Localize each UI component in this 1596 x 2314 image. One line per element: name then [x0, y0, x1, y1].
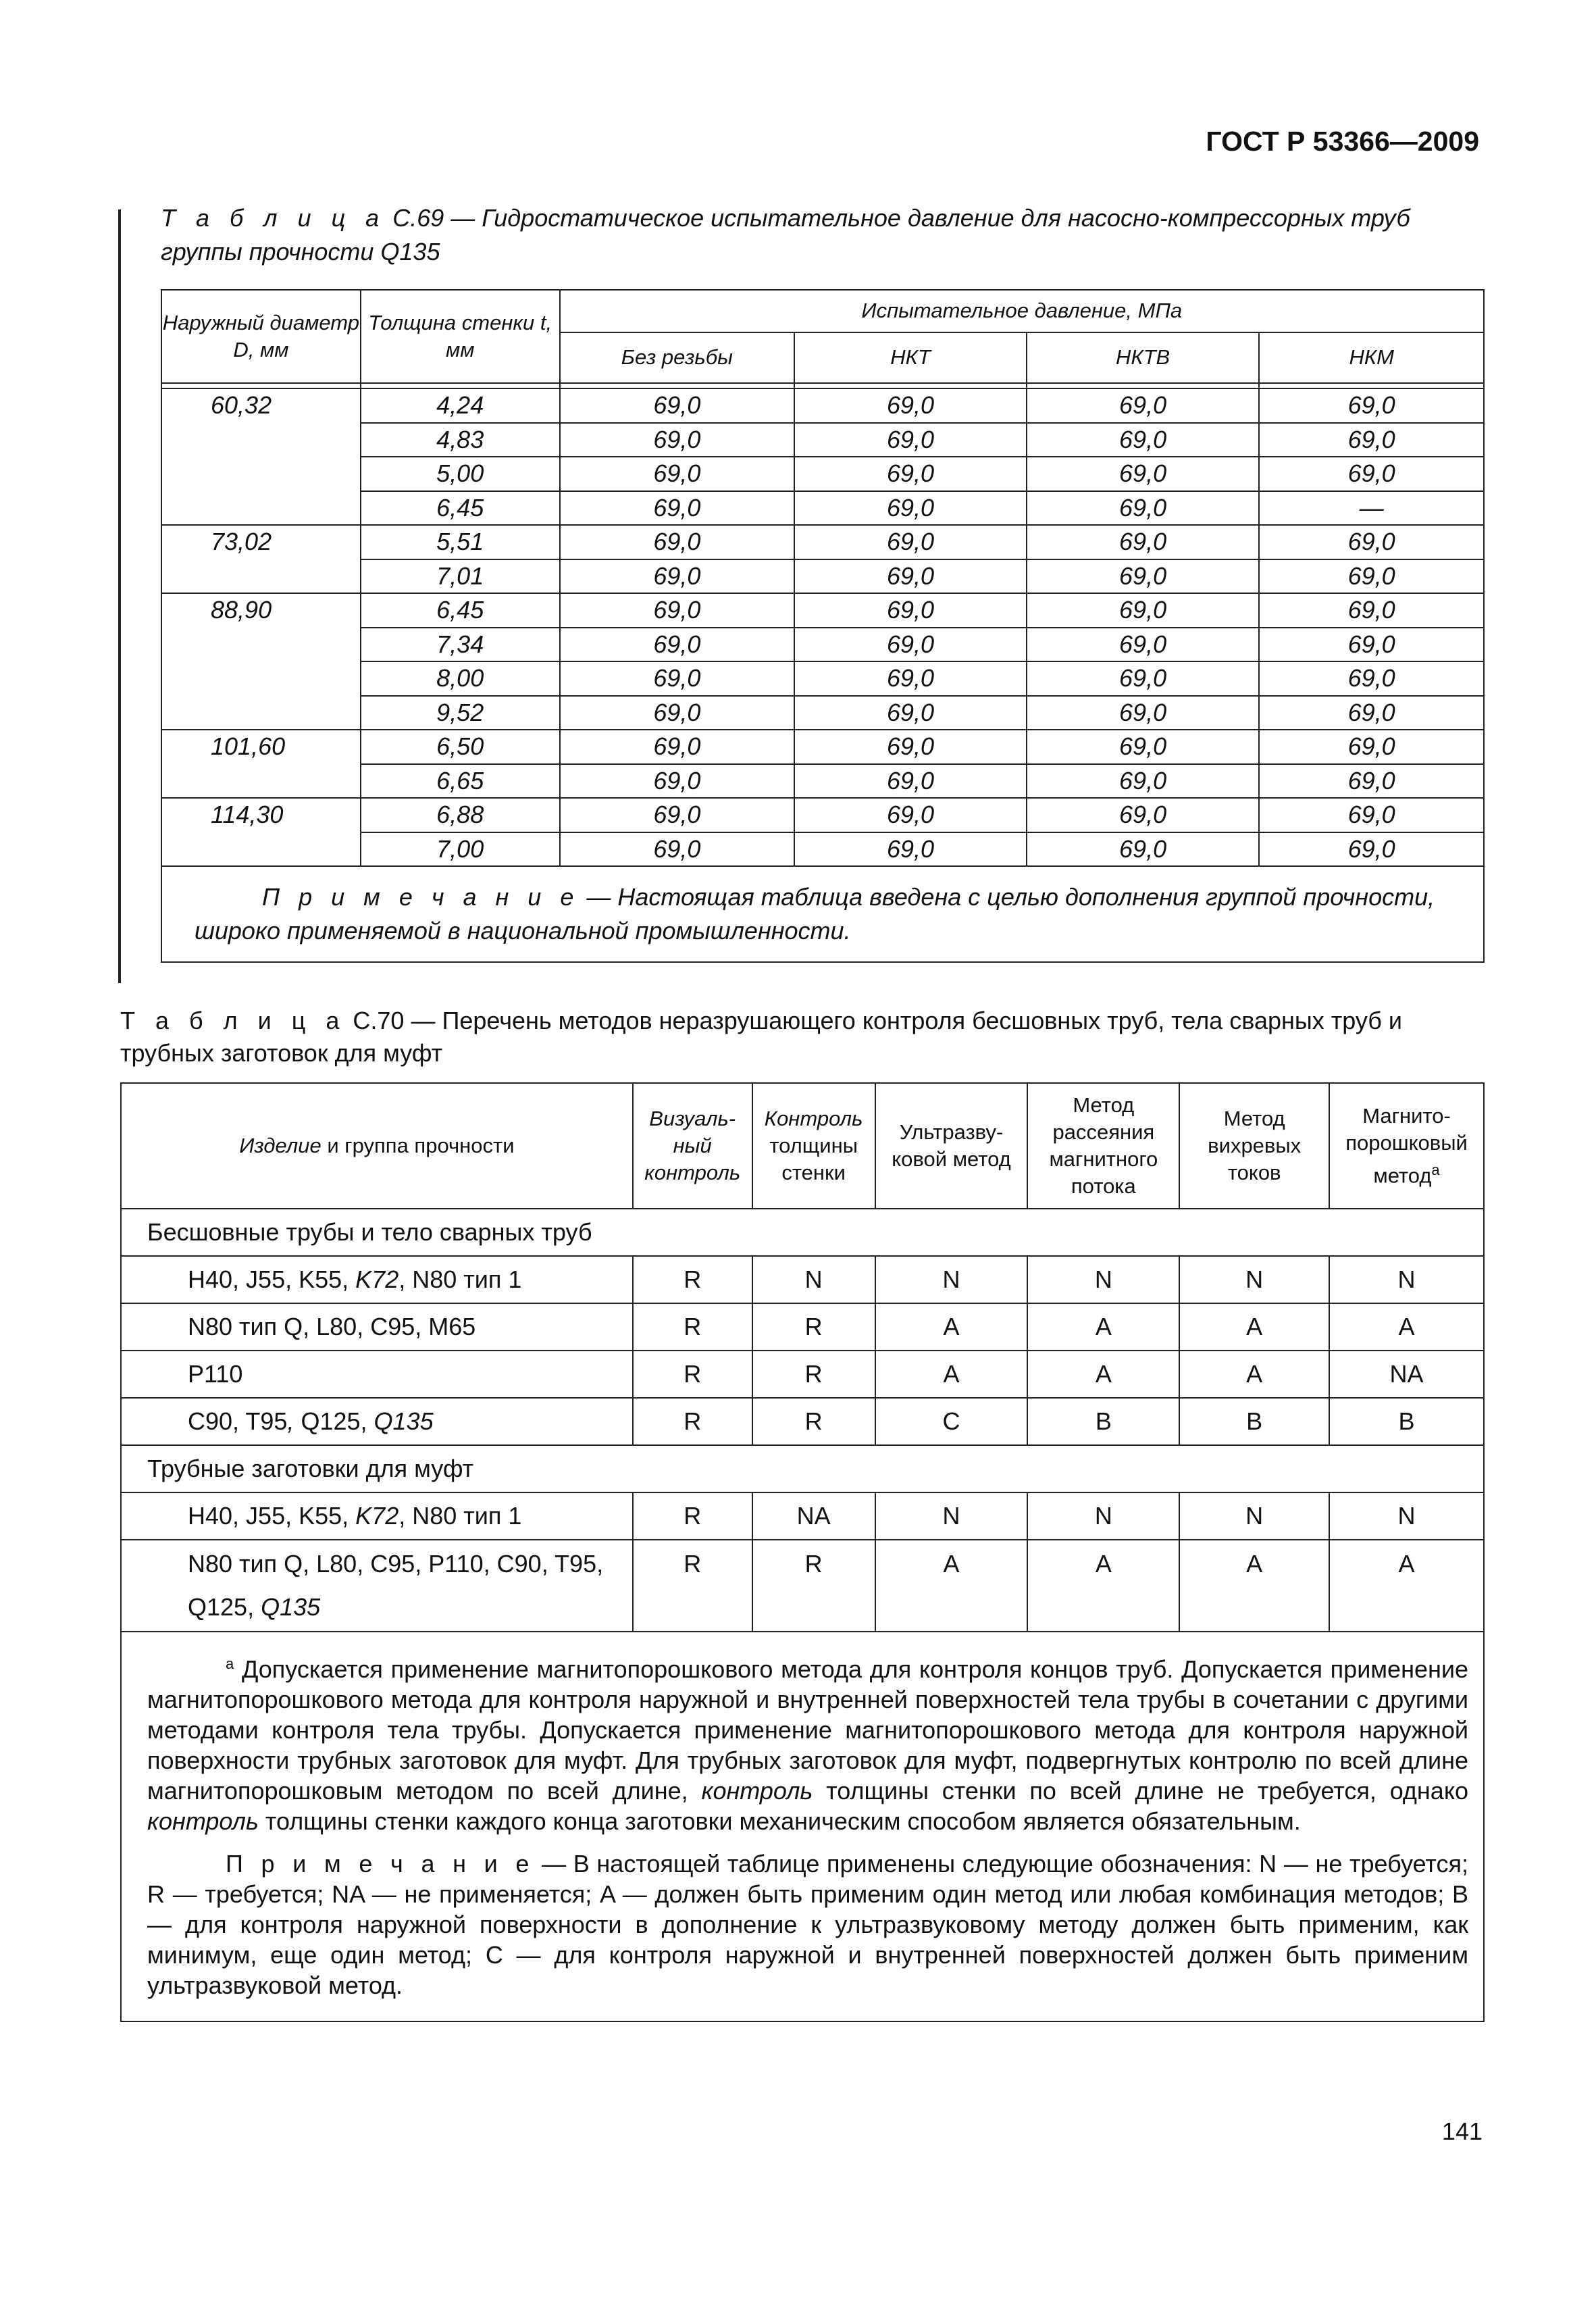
pressure-cell: 69,0 [1259, 764, 1484, 799]
pressure-cell: 69,0 [560, 525, 795, 559]
thickness-cell: 6,45 [361, 593, 560, 628]
header-pressure: Испытательное давление, МПа [560, 290, 1484, 332]
item-cell: P110 [121, 1351, 633, 1398]
table-row [161, 525, 1484, 559]
table-69 [161, 289, 1485, 963]
group-seamless: Бесшовные трубы и тело сварных труб [121, 1209, 1484, 1256]
method-cell: R [752, 1540, 875, 1632]
note-text: — Настоящая таблица введена с целью дополнения группой прочности, широко применяемой в национальной промышленности. [195, 883, 1435, 945]
pressure-cell: 69,0 [1259, 559, 1484, 594]
pressure-cell: 69,0 [794, 525, 1027, 559]
pressure-cell: 69,0 [794, 491, 1027, 526]
method-cell: R [752, 1398, 875, 1445]
pressure-cell: 69,0 [794, 696, 1027, 730]
pressure-cell: 69,0 [1259, 388, 1484, 423]
header-visual: Визуаль-ный контроль [633, 1083, 752, 1209]
pressure-cell: 69,0 [560, 423, 795, 457]
pressure-cell: 69,0 [794, 457, 1027, 491]
pressure-cell: 69,0 [1027, 730, 1260, 764]
pressure-cell: 69,0 [1027, 457, 1260, 491]
table-70-body [121, 1209, 1484, 1632]
table-row [121, 1445, 1484, 1492]
pressure-cell: 69,0 [794, 730, 1027, 764]
pressure-cell: 69,0 [794, 593, 1027, 628]
table-70-caption [120, 1005, 1485, 1070]
item-cell: H40, J55, K55, K72, N80 тип 1 [121, 1256, 633, 1303]
pressure-cell: 69,0 [1027, 832, 1260, 867]
pressure-cell: 69,0 [1259, 730, 1484, 764]
header-magpowder: Магнито-порошковый метод$^a$ [1329, 1083, 1484, 1209]
pressure-cell: 69,0 [1027, 491, 1260, 526]
pressure-cell: 69,0 [560, 559, 795, 594]
method-cell: N [1179, 1492, 1329, 1540]
pressure-cell: 69,0 [1027, 628, 1260, 662]
method-cell: R [633, 1256, 752, 1303]
document-code: ГОСТ Р 53366—2009 [1206, 126, 1479, 157]
pressure-cell: 69,0 [560, 730, 795, 764]
pressure-cell: 69,0 [1259, 661, 1484, 696]
thickness-cell: 5,51 [361, 525, 560, 559]
header-eddy: Метод вихревых токов [1179, 1083, 1329, 1209]
thickness-cell: 8,00 [361, 661, 560, 696]
method-cell: B [1179, 1398, 1329, 1445]
header-nktv: НКТВ [1027, 332, 1260, 383]
method-cell: A [875, 1303, 1028, 1351]
table-row [121, 1398, 1484, 1445]
table-row [121, 1540, 1484, 1632]
method-cell: A [1179, 1303, 1329, 1351]
pressure-cell: 69,0 [560, 388, 795, 423]
table-row [121, 1351, 1484, 1398]
table-69-caption [161, 201, 1485, 269]
pressure-cell: 69,0 [794, 661, 1027, 696]
diameter-cell: 101,60 [161, 730, 361, 798]
method-cell: NA [752, 1492, 875, 1540]
pressure-cell: 69,0 [560, 661, 795, 696]
header-nkm: НКМ [1259, 332, 1484, 383]
thickness-cell: 6,65 [361, 764, 560, 799]
method-cell: N [1179, 1256, 1329, 1303]
pressure-cell: 69,0 [560, 798, 795, 832]
method-cell: R [633, 1398, 752, 1445]
header-diameter: Наружный диаметр D, мм [161, 290, 361, 383]
table-row [121, 1303, 1484, 1351]
pressure-cell: 69,0 [794, 559, 1027, 594]
method-cell: NA [1329, 1351, 1484, 1398]
table-70-note: П р и м е ч а н и е — В настоящей таблице применены следующие обозначения: N — не требуется; R — требуется; NA — не применяется; A — должен быть применим один метод или любая комбинация методов; B — для контроля наружной поверхности в дополнение к ультразвуковому методу должен быть применим, как минимум, еще один метод; C — для контроля наружной и внутренней поверхностей должен быть применим ультразвуковой метод. [147, 1850, 1468, 1999]
diameter-cell: 60,32 [161, 388, 361, 525]
method-cell: A [1179, 1351, 1329, 1398]
pressure-cell: 69,0 [1027, 525, 1260, 559]
pressure-cell: 69,0 [1259, 696, 1484, 730]
pressure-cell: 69,0 [560, 457, 795, 491]
pressure-cell: 69,0 [560, 764, 795, 799]
header-ultrasonic: Ультразву-ковой метод [875, 1083, 1028, 1209]
table-row [121, 1492, 1484, 1540]
pressure-cell: — [1259, 491, 1484, 526]
method-cell: N [1329, 1256, 1484, 1303]
item-cell: H40, J55, K55, K72, N80 тип 1 [121, 1492, 633, 1540]
thickness-cell: 4,83 [361, 423, 560, 457]
pressure-cell: 69,0 [794, 832, 1027, 867]
pressure-cell: 69,0 [794, 388, 1027, 423]
pressure-cell: 69,0 [794, 798, 1027, 832]
thickness-cell: 7,01 [361, 559, 560, 594]
header-thickness: Толщина стенки t, мм [361, 290, 560, 383]
item-cell: C90, T95, Q125, Q135 [121, 1398, 633, 1445]
footnote-a: $^a$ Допускается применение магнитопорошкового метода для контроля концов труб. Допускается применение магнитопорошкового метода для контроля наружной и внутренней поверхностей тела трубы в сочетании с другими методами контроля тела трубы. Допускается применение магнитопорошкового метода для контроля наружной поверхности трубных заготовок для муфт. Для трубных заготовок для муфт, подвергнутых контролю по всей длине магнитопорошковым методом по всей длине, контроль толщины стенки по всей длине не требуется, однако контроль толщины стенки каждого конца заготовки механическим способом является обязательным. [147, 1655, 1469, 1835]
method-cell: R [633, 1540, 752, 1632]
diameter-cell: 73,02 [161, 525, 361, 593]
method-cell: R [633, 1303, 752, 1351]
header-no-thread: Без резьбы [560, 332, 795, 383]
revision-bar [118, 209, 121, 983]
pressure-cell: 69,0 [560, 832, 795, 867]
pressure-cell: 69,0 [1259, 423, 1484, 457]
table-70-notes [121, 1632, 1484, 2021]
pressure-cell: 69,0 [1027, 559, 1260, 594]
method-cell: A [875, 1540, 1028, 1632]
method-cell: A [1027, 1303, 1179, 1351]
method-cell: N [875, 1256, 1028, 1303]
page-number: 141 [1441, 2117, 1483, 2145]
method-cell: R [633, 1351, 752, 1398]
table-row [121, 1256, 1484, 1303]
method-cell: N [875, 1492, 1028, 1540]
caption-label: Т а б л и ц а [161, 204, 386, 232]
diameter-cell: 88,90 [161, 593, 361, 730]
pressure-cell: 69,0 [1027, 423, 1260, 457]
thickness-cell: 7,00 [361, 832, 560, 867]
pressure-cell: 69,0 [1027, 764, 1260, 799]
pressure-cell: 69,0 [1259, 457, 1484, 491]
caption-label: Т а б л и ц а [120, 1007, 346, 1034]
method-cell: N [1027, 1256, 1179, 1303]
pressure-cell: 69,0 [560, 491, 795, 526]
method-cell: A [1027, 1540, 1179, 1632]
pressure-cell: 69,0 [560, 628, 795, 662]
method-cell: R [752, 1303, 875, 1351]
pressure-cell: 69,0 [560, 696, 795, 730]
table-row [161, 798, 1484, 832]
method-cell: B [1329, 1398, 1484, 1445]
method-cell: A [1329, 1303, 1484, 1351]
pressure-cell: 69,0 [1027, 593, 1260, 628]
item-cell: N80 тип Q, L80, C95, P110, C90, T95, Q125, Q135 [121, 1540, 633, 1632]
method-cell: A [1329, 1540, 1484, 1632]
method-cell: N [1027, 1492, 1179, 1540]
group-blanks: Трубные заготовки для муфт [121, 1445, 1484, 1492]
pressure-cell: 69,0 [1259, 525, 1484, 559]
caption-text: С.69 — Гидростатическое испытательное давление для насосно-компрессорных труб группы прочности Q135 [161, 204, 1410, 266]
pressure-cell: 69,0 [1027, 798, 1260, 832]
thickness-cell: 6,50 [361, 730, 560, 764]
method-cell: B [1027, 1398, 1179, 1445]
pressure-cell: 69,0 [794, 764, 1027, 799]
thickness-cell: 9,52 [361, 696, 560, 730]
header-magflux: Метод рассеяния магнитного потока [1027, 1083, 1179, 1209]
pressure-cell: 69,0 [1259, 832, 1484, 867]
pressure-cell: 69,0 [1259, 628, 1484, 662]
pressure-cell: 69,0 [1259, 798, 1484, 832]
thickness-cell: 6,88 [361, 798, 560, 832]
method-cell: R [633, 1492, 752, 1540]
pressure-cell: 69,0 [560, 593, 795, 628]
caption-text: С.70 — Перечень методов неразрушающего контроля бесшовных труб, тела сварных труб и трубных заготовок для муфт [120, 1007, 1402, 1067]
pressure-cell: 69,0 [1027, 388, 1260, 423]
table-row [161, 388, 1484, 423]
pressure-cell: 69,0 [1027, 696, 1260, 730]
header-nkt: НКТ [794, 332, 1027, 383]
method-cell: R [752, 1351, 875, 1398]
header-wall: Контроль толщины стенки [752, 1083, 875, 1209]
pressure-cell: 69,0 [1259, 593, 1484, 628]
thickness-cell: 5,00 [361, 457, 560, 491]
item-cell: N80 тип Q, L80, C95, M65 [121, 1303, 633, 1351]
pressure-cell: 69,0 [794, 423, 1027, 457]
method-cell: A [875, 1351, 1028, 1398]
method-cell: A [1179, 1540, 1329, 1632]
header-separator [161, 383, 1484, 388]
table-69-note [161, 866, 1484, 962]
thickness-cell: 7,34 [361, 628, 560, 662]
footnote-mark: a [1431, 1161, 1440, 1178]
method-cell: A [1027, 1351, 1179, 1398]
table-row [161, 593, 1484, 628]
pressure-cell: 69,0 [1027, 661, 1260, 696]
note-label: П р и м е ч а н и е [262, 883, 580, 911]
method-cell: N [752, 1256, 875, 1303]
method-cell: C [875, 1398, 1028, 1445]
table-69-body [161, 383, 1484, 866]
thickness-cell: 6,45 [361, 491, 560, 526]
diameter-cell: 114,30 [161, 798, 361, 866]
table-70 [120, 1082, 1485, 2022]
pressure-cell: 69,0 [794, 628, 1027, 662]
method-cell: N [1329, 1492, 1484, 1540]
thickness-cell: 4,24 [361, 388, 560, 423]
header-item: Изделие и группа прочности [121, 1083, 633, 1209]
item-continuation: Q125, Q135 [188, 1593, 321, 1621]
table-row [161, 730, 1484, 764]
